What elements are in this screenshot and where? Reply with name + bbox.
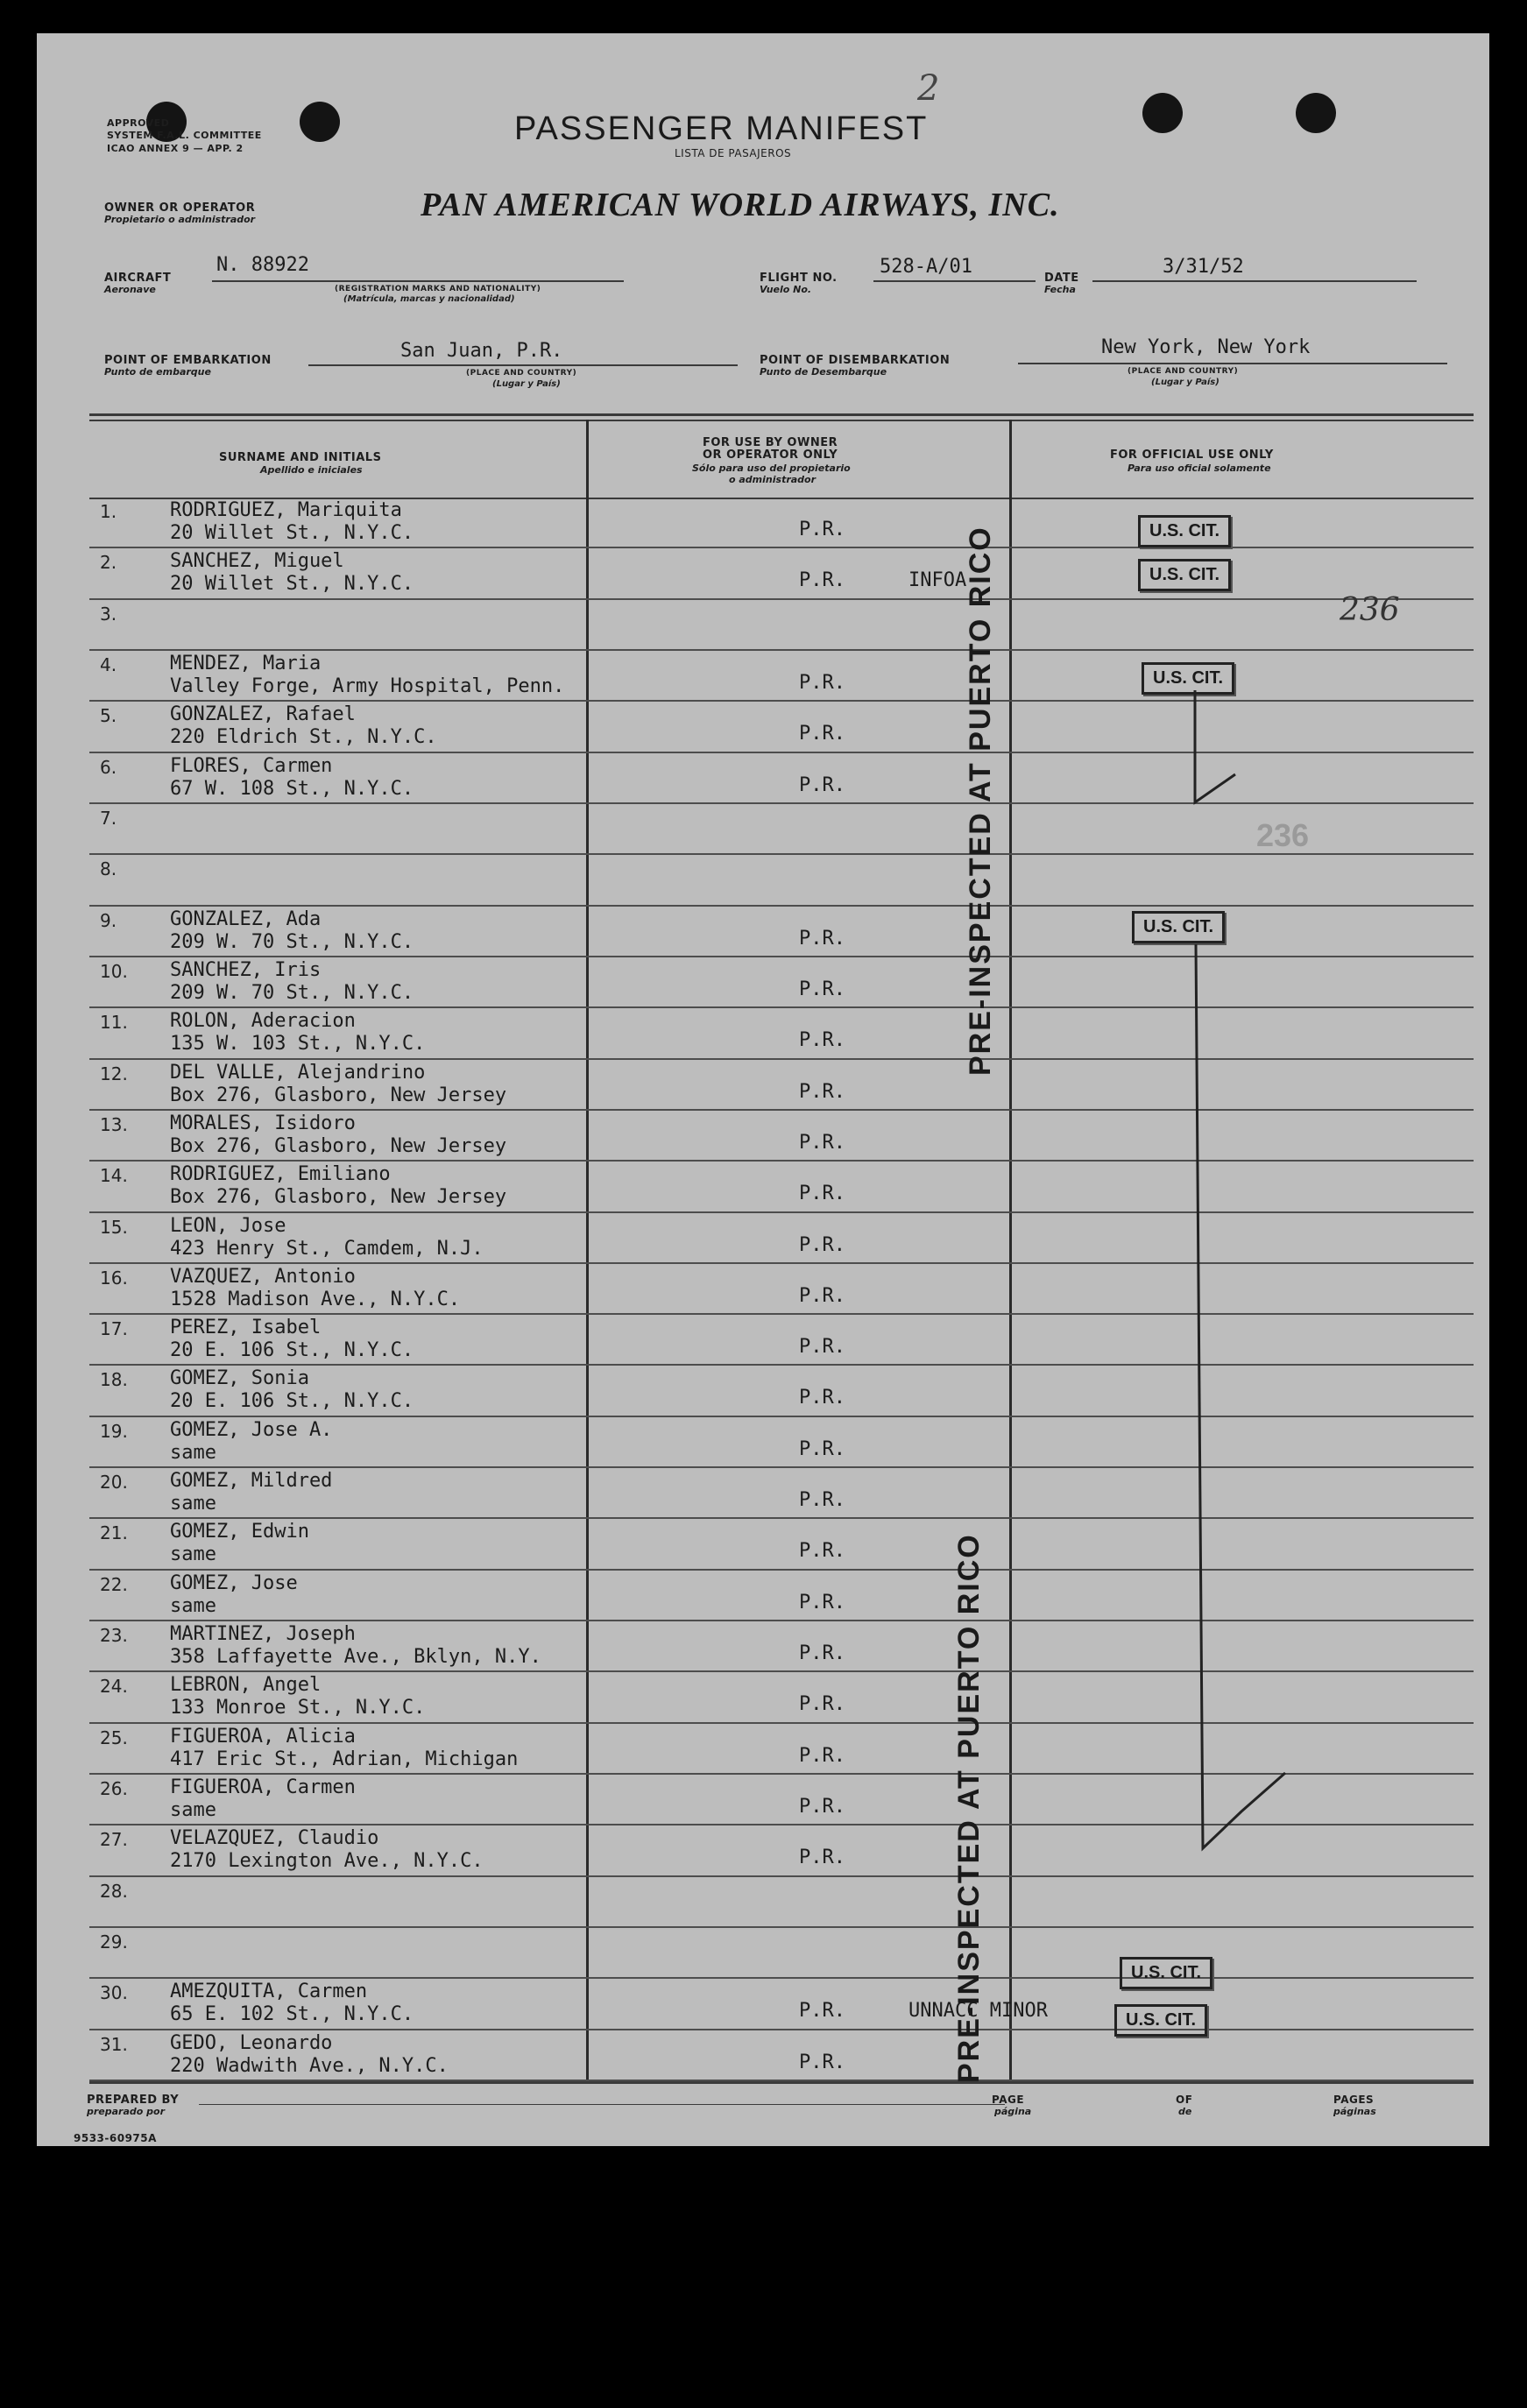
us-cit-stamp-5: U.S. CIT.	[1120, 1957, 1212, 1989]
footer-page-es: página	[994, 2106, 1032, 2117]
passenger-address: 20 E. 106 St., N.Y.C.	[170, 1390, 414, 1413]
table-row	[89, 1468, 1474, 1519]
aircraft-sub-es: (Matrícula, marcas y nacionalidad)	[343, 294, 515, 304]
operator-code: P.R.	[799, 671, 845, 694]
table-row	[89, 702, 1474, 752]
table-row	[89, 1162, 1474, 1212]
table-row	[89, 1825, 1474, 1876]
passenger-address: 65 E. 102 St., N.Y.C.	[170, 2003, 414, 2026]
owner-value: PAN AMERICAN WORLD AIRWAYS, INC.	[421, 187, 1060, 223]
table-row	[89, 1417, 1474, 1468]
passenger-address: 1528 Madison Ave., N.Y.C.	[170, 1288, 461, 1310]
table-row	[89, 1060, 1474, 1111]
passenger-address: same	[170, 1441, 216, 1464]
row-number: 23.	[100, 1625, 128, 1647]
passenger-name: ROLON, Aderacion	[170, 1010, 356, 1033]
passenger-address: 20 Willet St., N.Y.C.	[170, 522, 414, 544]
aircraft-sub: (REGISTRATION MARKS AND NATIONALITY)	[335, 285, 541, 293]
page-title: PASSENGER MANIFEST	[514, 110, 929, 147]
table-row	[89, 1621, 1474, 1672]
flight-label-es: Vuelo No.	[760, 284, 812, 295]
owner-label-es: Propietario o administrador	[104, 214, 256, 225]
count-stamp: 236	[1256, 817, 1310, 853]
aircraft-label: AIRCRAFT	[104, 272, 172, 285]
row-number: 6.	[100, 756, 117, 778]
passenger-address: 20 E. 106 St., N.Y.C.	[170, 1339, 414, 1362]
column-header-official-es: Para uso oficial solamente	[1128, 463, 1271, 474]
passenger-address: Box 276, Glasboro, New Jersey	[170, 1186, 507, 1209]
row-number: 25.	[100, 1727, 128, 1748]
row-number: 16.	[100, 1267, 128, 1289]
row-number: 26.	[100, 1778, 128, 1800]
passenger-address: 20 Willet St., N.Y.C.	[170, 573, 414, 596]
table-row	[89, 1979, 1474, 2030]
embarkation-label-es: Punto de embarque	[104, 366, 211, 378]
aircraft-rule	[212, 280, 624, 282]
passenger-address: 2170 Lexington Ave., N.Y.C.	[170, 1850, 484, 1873]
row-number: 29.	[100, 1931, 128, 1953]
footer-form-number: 9533-60975A	[74, 2132, 157, 2144]
operator-code: P.R.	[799, 1489, 845, 1512]
passenger-name: LEON, Jose	[170, 1214, 286, 1237]
table-row	[89, 1264, 1474, 1315]
passenger-address: 209 W. 70 St., N.Y.C.	[170, 981, 414, 1004]
row-number: 5.	[100, 705, 117, 727]
row-number: 24.	[100, 1676, 128, 1698]
operator-code: P.R.	[799, 1183, 845, 1205]
passenger-address: same	[170, 1594, 216, 1617]
row-number: 11.	[100, 1012, 128, 1034]
passenger-address: 423 Henry St., Camdem, N.J.	[170, 1237, 484, 1260]
table-row	[89, 1111, 1474, 1162]
row-number: 14.	[100, 1165, 128, 1187]
footer-page: PAGE	[992, 2094, 1025, 2106]
passenger-name: FIGUEROA, Alicia	[170, 1725, 356, 1748]
column-header-operator-1: FOR USE BY OWNER	[703, 436, 838, 449]
passenger-name: GOMEZ, Edwin	[170, 1521, 309, 1543]
passenger-address: 417 Eric St., Adrian, Michigan	[170, 1748, 519, 1770]
aircraft-label-es: Aeronave	[104, 284, 156, 295]
table-row	[89, 1315, 1474, 1366]
table-row	[89, 907, 1474, 957]
table-row	[89, 1571, 1474, 1621]
date-label-es: Fecha	[1044, 284, 1076, 295]
operator-code: P.R.	[799, 1744, 845, 1767]
row-number: 9.	[100, 909, 117, 931]
passenger-address: 220 Eldrich St., N.Y.C.	[170, 726, 437, 749]
row-number: 30.	[100, 1982, 128, 2004]
passenger-address: 220 Wadwith Ave., N.Y.C.	[170, 2054, 449, 2077]
disembarkation-value: New York, New York	[1101, 336, 1311, 358]
footer-of-es: de	[1178, 2106, 1192, 2117]
operator-note: INFOA	[908, 569, 967, 592]
row-number: 4.	[100, 653, 117, 675]
table-row	[89, 1519, 1474, 1570]
us-cit-stamp-3: U.S. CIT.	[1142, 662, 1234, 695]
operator-note: UNNACC MINOR	[908, 2000, 1048, 2023]
passenger-name: GEDO, Leonardo	[170, 2031, 333, 2054]
row-number: 22.	[100, 1573, 128, 1595]
passenger-address: Valley Forge, Army Hospital, Penn.	[170, 674, 565, 697]
table-row	[89, 498, 1474, 548]
operator-code: P.R.	[799, 1642, 845, 1665]
row-number: 31.	[100, 2033, 128, 2055]
embarkation-value: San Juan, P.R.	[400, 340, 563, 362]
operator-code: P.R.	[799, 723, 845, 745]
passenger-name: AMEZQUITA, Carmen	[170, 1981, 368, 2003]
disembarkation-rule	[1018, 363, 1447, 364]
operator-code: P.R.	[799, 2000, 845, 2023]
operator-code: P.R.	[799, 569, 845, 592]
footer-of: OF	[1176, 2094, 1193, 2106]
embarkation-rule	[308, 364, 738, 366]
table-row	[89, 600, 1474, 651]
row-number: 18.	[100, 1369, 128, 1391]
date-label: DATE	[1044, 272, 1079, 285]
passenger-name: GONZALEZ, Rafael	[170, 703, 356, 726]
flight-value: 528-A/01	[880, 256, 972, 278]
operator-code: P.R.	[799, 1796, 845, 1818]
table-row	[89, 1928, 1474, 1979]
operator-code: P.R.	[799, 1131, 845, 1154]
table-top-rule-2	[89, 420, 1474, 421]
row-number: 8.	[100, 858, 117, 880]
passenger-name: FLORES, Carmen	[170, 754, 333, 777]
passenger-address: same	[170, 1493, 216, 1515]
row-number: 19.	[100, 1420, 128, 1442]
table-row	[89, 855, 1474, 906]
passenger-name: SANCHEZ, Iris	[170, 958, 322, 981]
count-handwritten: 236	[1340, 592, 1400, 628]
table-row	[89, 548, 1474, 599]
passenger-address: 209 W. 70 St., N.Y.C.	[170, 930, 414, 953]
table-row	[89, 1366, 1474, 1416]
passenger-name: DEL VALLE, Alejandrino	[170, 1061, 426, 1084]
row-number: 12.	[100, 1063, 128, 1084]
row-number: 7.	[100, 807, 117, 829]
disembarkation-label: POINT OF DISEMBARKATION	[760, 354, 951, 367]
punch-hole-right-2	[1296, 93, 1336, 133]
row-number: 2.	[100, 552, 117, 574]
manifest-sheet	[37, 33, 1489, 2146]
disembarkation-sub: (PLACE AND COUNTRY)	[1128, 367, 1239, 376]
passenger-address: Box 276, Glasboro, New Jersey	[170, 1134, 507, 1157]
passenger-name: VAZQUEZ, Antonio	[170, 1265, 356, 1288]
row-number: 15.	[100, 1216, 128, 1238]
embarkation-label: POINT OF EMBARKATION	[104, 354, 272, 367]
column-header-operator-es-2: o administrador	[729, 474, 817, 485]
operator-code: P.R.	[799, 1847, 845, 1869]
passenger-name: GOMEZ, Sonia	[170, 1367, 309, 1390]
column-header-surname-es: Apellido e iniciales	[260, 464, 363, 476]
table-row	[89, 1672, 1474, 1723]
passenger-name: GONZALEZ, Ada	[170, 907, 322, 930]
punch-hole-left-2	[300, 102, 340, 142]
table-row	[89, 1213, 1474, 1264]
column-header-operator-es-1: Sólo para uso del propietario	[692, 463, 851, 474]
row-number: 21.	[100, 1522, 128, 1544]
operator-code: P.R.	[799, 1233, 845, 1256]
passenger-name: GOMEZ, Mildred	[170, 1470, 333, 1493]
table-row	[89, 753, 1474, 804]
operator-code: P.R.	[799, 1387, 845, 1409]
operator-code: P.R.	[799, 1080, 845, 1103]
passenger-name: RODRIGUEZ, Mariquita	[170, 499, 402, 521]
us-cit-stamp-6: U.S. CIT.	[1114, 2004, 1207, 2037]
table-row	[89, 1008, 1474, 1059]
flight-label: FLIGHT NO.	[760, 272, 838, 285]
footer-pages-es: páginas	[1333, 2106, 1376, 2117]
flight-rule	[873, 280, 1036, 282]
page-subtitle: LISTA DE PASAJEROS	[675, 147, 792, 159]
row-number: 1.	[100, 501, 117, 522]
passenger-address: Box 276, Glasboro, New Jersey	[170, 1084, 507, 1106]
passenger-name: SANCHEZ, Miguel	[170, 550, 344, 573]
approval-line-2: SYSTEM F.A.L. COMMITTEE	[107, 130, 262, 141]
prepared-by-rule	[199, 2104, 1005, 2105]
punch-hole-right-1	[1142, 93, 1183, 133]
disembarkation-label-es: Punto de Desembarque	[760, 366, 887, 378]
preinspected-stamp-lower: PRE-INSPECTED AT PUERTO RICO	[952, 1533, 986, 2083]
passenger-name: RODRIGUEZ, Emiliano	[170, 1163, 391, 1186]
passenger-name: VELAZQUEZ, Claudio	[170, 1827, 379, 1850]
operator-code: P.R.	[799, 1029, 845, 1052]
operator-code: P.R.	[799, 1336, 845, 1359]
table-row	[89, 1877, 1474, 1928]
table-top-rule	[89, 413, 1474, 416]
embarkation-sub-es: (Lugar y País)	[492, 379, 561, 389]
operator-code: P.R.	[799, 1437, 845, 1460]
row-number: 20.	[100, 1472, 128, 1494]
passenger-name: LEBRON, Angel	[170, 1674, 322, 1697]
us-cit-stamp-4: U.S. CIT.	[1132, 911, 1225, 943]
passenger-address: same	[170, 1543, 216, 1566]
approval-line-3: ICAO ANNEX 9 — APP. 2	[107, 143, 244, 154]
table-row	[89, 1724, 1474, 1775]
passenger-address: 358 Laffayette Ave., Bklyn, N.Y.	[170, 1646, 541, 1669]
row-number: 13.	[100, 1113, 128, 1135]
row-number: 3.	[100, 603, 117, 625]
operator-code: P.R.	[799, 519, 845, 540]
passenger-address: same	[170, 1799, 216, 1822]
date-value: 3/31/52	[1163, 256, 1244, 278]
operator-code: P.R.	[799, 2051, 845, 2073]
footer-pages: PAGES	[1333, 2094, 1375, 2106]
passenger-name: MARTINEZ, Joseph	[170, 1623, 356, 1646]
aircraft-value: N. 88922	[216, 254, 309, 276]
preinspected-stamp-upper: PRE-INSPECTED AT PUERTO RICO	[964, 526, 997, 1076]
table-row	[89, 957, 1474, 1008]
passenger-address: 67 W. 108 St., N.Y.C.	[170, 777, 414, 800]
passenger-name: MORALES, Isidoro	[170, 1112, 356, 1134]
operator-code: P.R.	[799, 1284, 845, 1307]
passenger-name: PEREZ, Isabel	[170, 1317, 322, 1339]
row-number: 27.	[100, 1829, 128, 1851]
table-row	[89, 1775, 1474, 1825]
row-number: 17.	[100, 1318, 128, 1340]
table-bottom-rule	[89, 2081, 1474, 2084]
passenger-address: 135 W. 103 St., N.Y.C.	[170, 1033, 426, 1056]
operator-code: P.R.	[799, 978, 845, 1000]
operator-code: P.R.	[799, 1693, 845, 1716]
column-header-operator-2: OR OPERATOR ONLY	[703, 448, 838, 462]
passenger-address: 133 Monroe St., N.Y.C.	[170, 1697, 426, 1719]
column-header-official: FOR OFFICIAL USE ONLY	[1110, 448, 1274, 462]
disembarkation-sub-es: (Lugar y País)	[1151, 378, 1219, 387]
us-cit-stamp-2: U.S. CIT.	[1138, 559, 1231, 591]
row-number: 10.	[100, 960, 128, 982]
footer-prepared-by: PREPARED BY	[87, 2094, 180, 2107]
passenger-name: FIGUEROA, Carmen	[170, 1776, 356, 1799]
operator-code: P.R.	[799, 1540, 845, 1563]
approval-line-1: APPROVED	[107, 117, 170, 129]
column-header-surname: SURNAME AND INITIALS	[219, 451, 382, 464]
passenger-name: GOMEZ, Jose A.	[170, 1418, 333, 1441]
operator-code: P.R.	[799, 1591, 845, 1614]
footer-prepared-by-es: preparado por	[87, 2106, 166, 2117]
table-row	[89, 651, 1474, 702]
embarkation-sub: (PLACE AND COUNTRY)	[466, 369, 577, 378]
passenger-name: MENDEZ, Maria	[170, 652, 322, 674]
table-row	[89, 2030, 1474, 2081]
passenger-table	[89, 498, 1474, 2081]
operator-code: P.R.	[799, 927, 845, 950]
page-mark: 2	[917, 68, 940, 109]
passenger-name: GOMEZ, Jose	[170, 1571, 298, 1594]
row-number: 28.	[100, 1880, 128, 1902]
date-rule	[1092, 280, 1417, 282]
us-cit-stamp-1: U.S. CIT.	[1138, 515, 1231, 547]
operator-code: P.R.	[799, 773, 845, 796]
owner-label: OWNER OR OPERATOR	[104, 201, 256, 215]
